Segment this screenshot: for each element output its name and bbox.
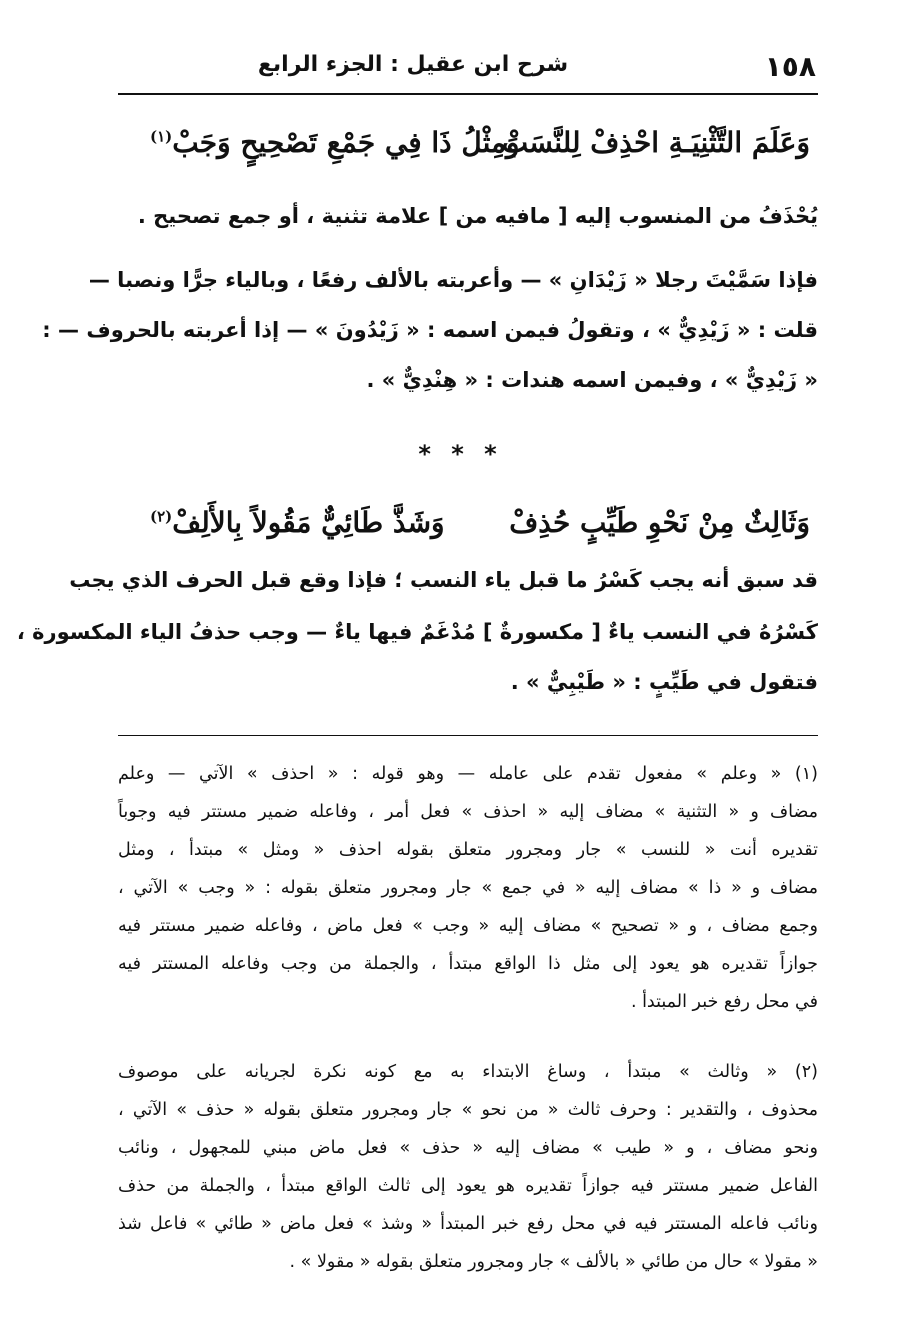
header-rule [118,93,818,95]
footnote-1-line: (١) « وعلم » مفعول تقدم على عامله — وهو قوله : « احذف » الآتي — وعلم [118,764,818,784]
footnote-2-line: محذوف ، والتقدير : وحرف ثالث « من نحو » جار ومجرور متعلق بقوله « حذف » الآتي ، [118,1100,818,1120]
footnote-2-line: ونائب فاعله المستتر فيه في محل رفع خبر المبتدأ « وشذ » فعل ماض « طائي » فاعل شذ [118,1214,818,1234]
paragraph-2-line: فإذا سَمَّيْتَ رجلا « زَيْدَانِ » — وأعربته بالألف رفعًا ، وبالياء جرًّا ونصبا — [88,268,818,292]
paragraph-1-line: يُحْذَفُ من المنسوب إليه [ مافيه من ] علامة تثنية ، أو جمع تصحيح . [137,204,818,228]
footnote-1-line: مضاف و « التثنية » مضاف إليه « احذف » فعل أمر ، وفاعله ضمير مستتر فيه وجوباً [118,802,818,822]
section-separator: * * * [418,440,503,468]
verse-1-second-hemistich [150,126,520,159]
verse-2-second-hemistich-text: وَشَذَّ طَائِيٌّ مَقُولاً بِالأَلِفْ [172,506,445,539]
paragraph-3-line: فتقول في طَيِّبٍ : « طَيْبِيٌّ » . [510,670,818,694]
footnote-2-line: الفاعل ضمير مستتر فيه جوازاً تقديره هو يعود إلى ثالث الواقع مبتدأ ، والجملة من حذف [118,1176,818,1196]
page-number: ١٥٨ [764,50,816,83]
footnote-1-line: تقديره أنت « للنسب » جار ومجرور متعلق بقوله احذف « ومثل » مبتدأ ، ومثل [118,840,818,860]
paragraph-3-line: كَسْرُهُ في النسب ياءٌ [ مكسورةٌ ] مُدْغَمٌ فيها ياءٌ — وجب حذفُ الياء المكسورة ، [16,620,818,644]
footnote-ref-1: (١) [150,127,173,146]
footnote-rule [118,735,818,736]
footnote-1-line: مضاف و « ذا » مضاف إليه « في جمع » جار ومجرور متعلق بقوله : « وجب » الآتي ، [118,878,818,898]
verse-1-first-hemistich: وَعَلَمَ التَّثْنِيَـةِ احْذِفْ لِلنَّسَبْ [501,126,810,159]
paragraph-2-line: قلت : « زَيْدِيٌّ » ، وتقولُ فيمن اسمه : « زَيْدُونَ » — إذا أعربته بالحروف — : [42,318,818,342]
paragraph-3-line: قد سبق أنه يجب كَسْرُ ما قبل ياء النسب ؛ فإذا وقع قبل الحرف الذي يجب [69,568,818,592]
page-header [118,46,818,90]
verse-1-second-hemistich-text: وَمِثْلُ ذَا فِي جَمْعِ تَصْحِيحٍ وَجَبْ [172,126,520,159]
running-title: شرح ابن عقيل : الجزء الرابع [257,52,569,77]
footnote-ref-2: (٢) [150,507,173,526]
footnote-1-line: جوازاً تقديره هو يعود إلى مثل ذا الواقع مبتدأ ، والجملة من وجب وفاعله المستتر فيه [118,954,818,974]
footnote-1-line: وجمع مضاف ، و « تصحيح » مضاف إليه « وجب » فعل ماض ، وفاعله ضمير مستتر فيه [118,916,818,936]
paragraph-2-line: « زَيْدِيٌّ » ، وفيمن اسمه هندات : « هِنْدِيٌّ » . [366,368,818,392]
verse-2-first-hemistich: وَثَالِثٌ مِنْ نَحْوِ طَيِّبٍ حُذِفْ [509,506,810,539]
footnote-2-line: « مقولا » حال من طائي « بالألف » جار ومجرور متعلق بقوله « مقولا » . [289,1252,818,1272]
footnote-2-line: ونحو مضاف ، و « طيب » مضاف إليه « حذف » فعل ماض مبني للمجهول ، ونائب [118,1138,818,1158]
verse-1 [150,126,810,174]
verse-2-second-hemistich [150,506,445,539]
verse-2 [150,506,810,554]
footnote-1-line: في محل رفع خبر المبتدأ . [630,992,818,1012]
footnote-2-line: (٢) « وثالث » مبتدأ ، وساغ الابتداء به مع كونه نكرة لجريانه على موصوف [118,1062,818,1082]
